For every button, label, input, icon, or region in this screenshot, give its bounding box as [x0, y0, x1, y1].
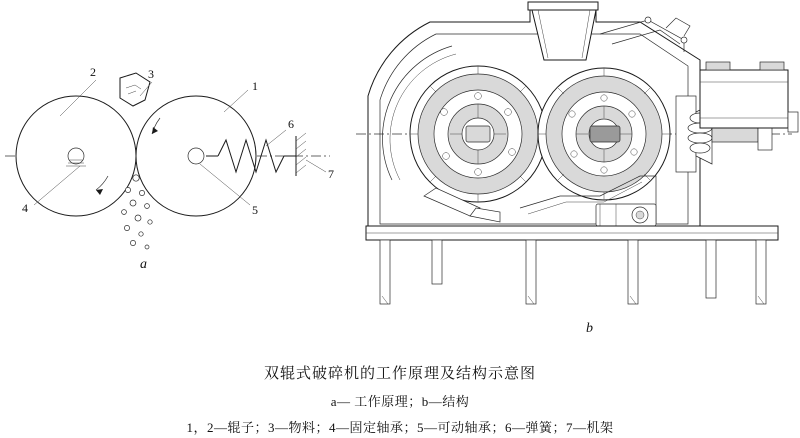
callout-2: 2 — [90, 65, 96, 79]
panel-a-working-principle — [5, 65, 334, 272]
support-legs — [380, 240, 766, 304]
figure-subtitle: a— 工作原理；b—结构 — [330, 394, 470, 409]
callout-6: 6 — [288, 117, 294, 131]
bearing-block-lower — [596, 204, 656, 226]
roller-right-shaft — [188, 148, 204, 164]
frame-support-hatching — [296, 133, 306, 176]
roller-assembly-left — [410, 66, 546, 202]
callout-5: 5 — [252, 203, 258, 217]
callout-4: 4 — [22, 201, 28, 215]
panel-a-label: a — [140, 257, 147, 272]
figure-title: 双辊式破碎机的工作原理及结构示意图 — [263, 366, 536, 382]
panel-b-structure — [356, 2, 798, 336]
roller-left-shaft — [68, 148, 84, 164]
roller-assembly-right — [538, 68, 670, 200]
callout-3: 3 — [148, 67, 154, 81]
callout-7: 7 — [328, 167, 334, 181]
panel-b-label: b — [586, 321, 593, 336]
callout-1: 1 — [252, 79, 258, 93]
figure-legend: 1，2—辊子；3—物料；4—固定轴承；5—可动轴承；6—弹簧；7—机架 — [186, 420, 614, 435]
